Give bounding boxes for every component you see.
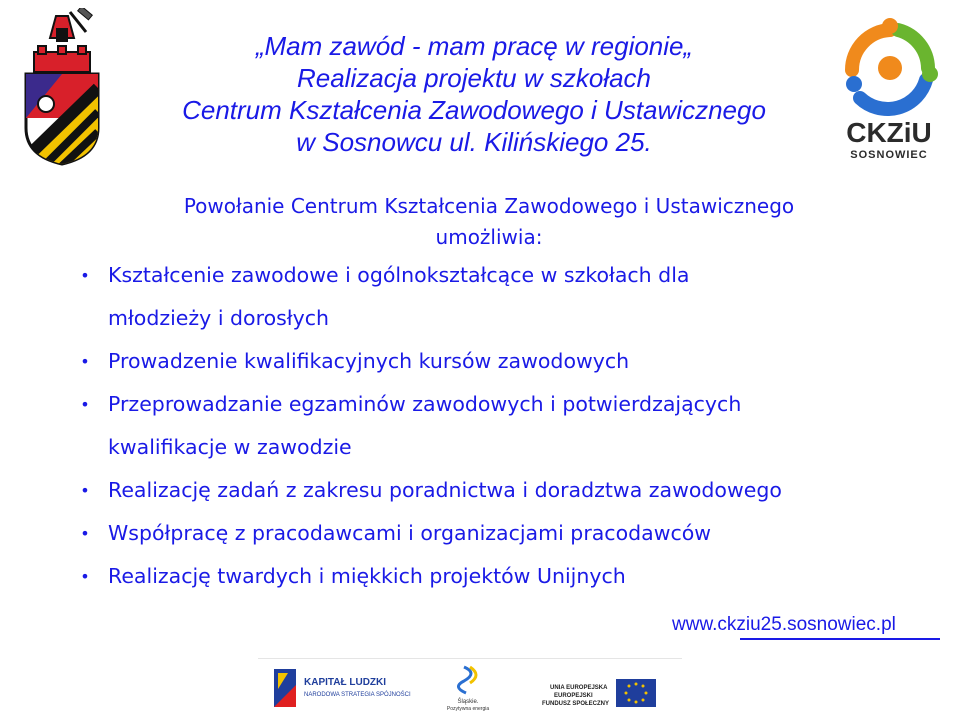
website-link[interactable]: www.ckziu25.sosnowiec.pl [672, 614, 896, 635]
list-item [80, 555, 940, 598]
list-item [80, 340, 940, 383]
list-item [80, 383, 940, 469]
slaskie-logo [447, 667, 489, 712]
eu-line-1: UNIA EUROPEJSKA [550, 685, 608, 691]
slide-title [118, 30, 830, 158]
list-item-line: kwalifikacje w zawodzie [108, 435, 352, 459]
url-divider [740, 638, 940, 640]
capabilities-list [80, 254, 940, 598]
bullet-icon: • [80, 395, 90, 414]
list-item [80, 512, 940, 555]
intro-line-2: umożliwia: [435, 225, 543, 249]
title-line-2: Realizacja projektu w szkołach [296, 63, 652, 93]
intro-line-1: Powołanie Centrum Kształcenia Zawodowego i Ustawicznego [183, 194, 795, 218]
title-line-4: w Sosnowcu ul. Kilińskiego 25. [296, 127, 652, 157]
kapital-ludzki-logo [274, 669, 411, 707]
bullet-icon: • [80, 266, 90, 285]
bullet-icon: • [80, 567, 90, 586]
slaskie-name: Śląskie. [457, 699, 479, 705]
title-line-1: „Mam zawód - mam pracę w regionie„ [255, 31, 693, 61]
list-item-line: Realizację twardych i miękkich projektów Unijnych [108, 564, 626, 588]
list-item [80, 254, 940, 340]
list-item-line: młodzieży i dorosłych [108, 306, 330, 330]
list-item [80, 469, 940, 512]
ckziu-logo [830, 10, 948, 162]
list-item-line: Przeprowadzanie egzaminów zawodowych i potwierdzających [108, 392, 742, 416]
kapital-ludzki-title: KAPITAŁ LUDZKI [304, 677, 387, 688]
ckziu-logo-subtext: SOSNOWIEC [850, 149, 928, 161]
list-item-line: Realizację zadań z zakresu poradnictwa i doradztwa zawodowego [108, 478, 782, 502]
eu-logo [542, 679, 656, 707]
bullet-icon: • [80, 352, 90, 371]
intro-text [80, 191, 898, 253]
bullet-icon: • [80, 524, 90, 543]
bullet-icon: • [80, 481, 90, 500]
footer-logos [258, 658, 682, 717]
list-item-line: Współpracę z pracodawcami i organizacjami pracodawców [108, 521, 712, 545]
title-line-3: Centrum Kształcenia Zawodowego i Ustawicznego [182, 95, 766, 125]
sosnowiec-coat-of-arms-logo [12, 8, 112, 166]
ckziu-logo-text: CKZiU [846, 117, 932, 148]
eu-line-3: FUNDUSZ SPOŁECZNY [542, 701, 610, 707]
slaskie-subtitle: Pozytywna energia [446, 706, 490, 712]
kapital-ludzki-subtitle: NARODOWA STRATEGIA SPÓJNOŚCI [304, 692, 411, 698]
list-item-line: Kształcenie zawodowe i ogólnokształcące w szkołach dla [108, 263, 690, 287]
eu-line-2: EUROPEJSKI [554, 693, 593, 699]
list-item-line: Prowadzenie kwalifikacyjnych kursów zawodowych [108, 349, 630, 373]
